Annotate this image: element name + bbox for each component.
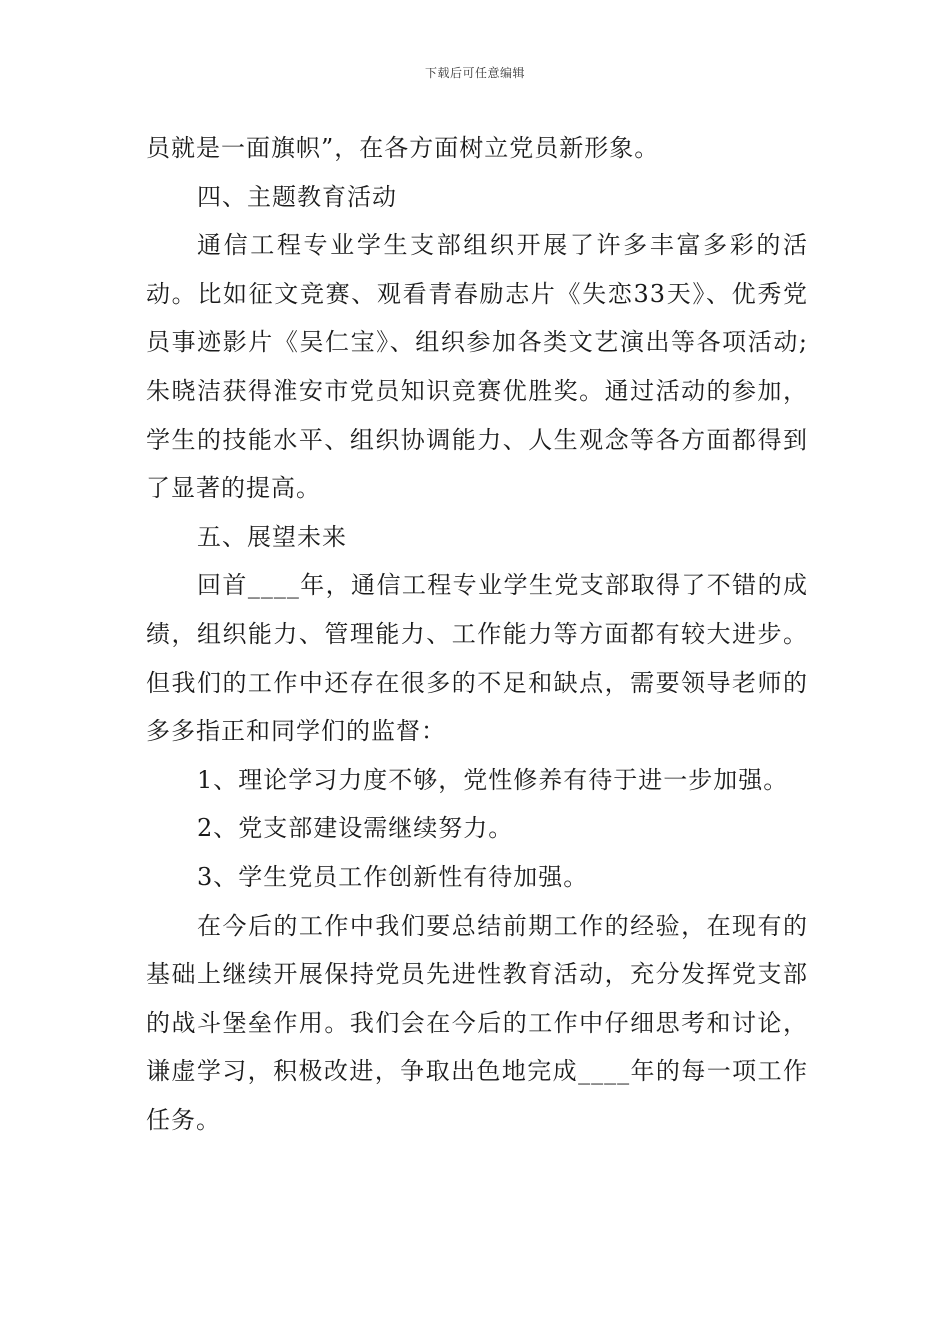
paragraph-future-work: 在今后的工作中我们要总结前期工作的经验，在现有的基础上继续开展保持党员先进性教育活动，充分发挥党支部的战斗堡垒作用。我们会在今后的工作中仔细思考和讨论，谦虚学习，积极改进，争取出色地完成____年的每一项工作任务。 — [146, 911, 808, 1134]
document-body — [146, 124, 808, 1144]
paragraph-activities: 通信工程专业学生支部组织开展了许多丰富多彩的活动。比如征文竞赛、观看青春励志片《失恋33天》、优秀党员事迹影片《吴仁宝》、组织参加各类文艺演出等各项活动;朱晓洁获得淮安市党员知识竞赛优胜奖。通过活动的参加，学生的技能水平、组织协调能力、人生观念等各方面都得到了显著的提高。 — [146, 231, 808, 503]
section-heading-theme-education: 四、主题教育活动 — [197, 182, 397, 211]
page-header: 下载后可任意编辑 — [424, 66, 525, 80]
list-item-1: 1、理论学习力度不够，党性修养有待于进一步加强。 — [197, 765, 789, 794]
section-heading-outlook: 五、展望未来 — [197, 522, 347, 551]
list-item-2: 2、党支部建设需继续努力。 — [197, 814, 514, 843]
paragraph-continuation: 员就是一面旗帜”，在各方面树立党员新形象。 — [146, 134, 660, 162]
list-item-3: 3、学生党员工作创新性有待加强。 — [197, 862, 589, 891]
paragraph-review: 回首____年，通信工程专业学生党支部取得了不错的成绩，组织能力、管理能力、工作能力等方面都有较大进步。但我们的工作中还存在很多的不足和缺点，需要领导老师的多多指正和同学们的监督： — [146, 571, 808, 746]
